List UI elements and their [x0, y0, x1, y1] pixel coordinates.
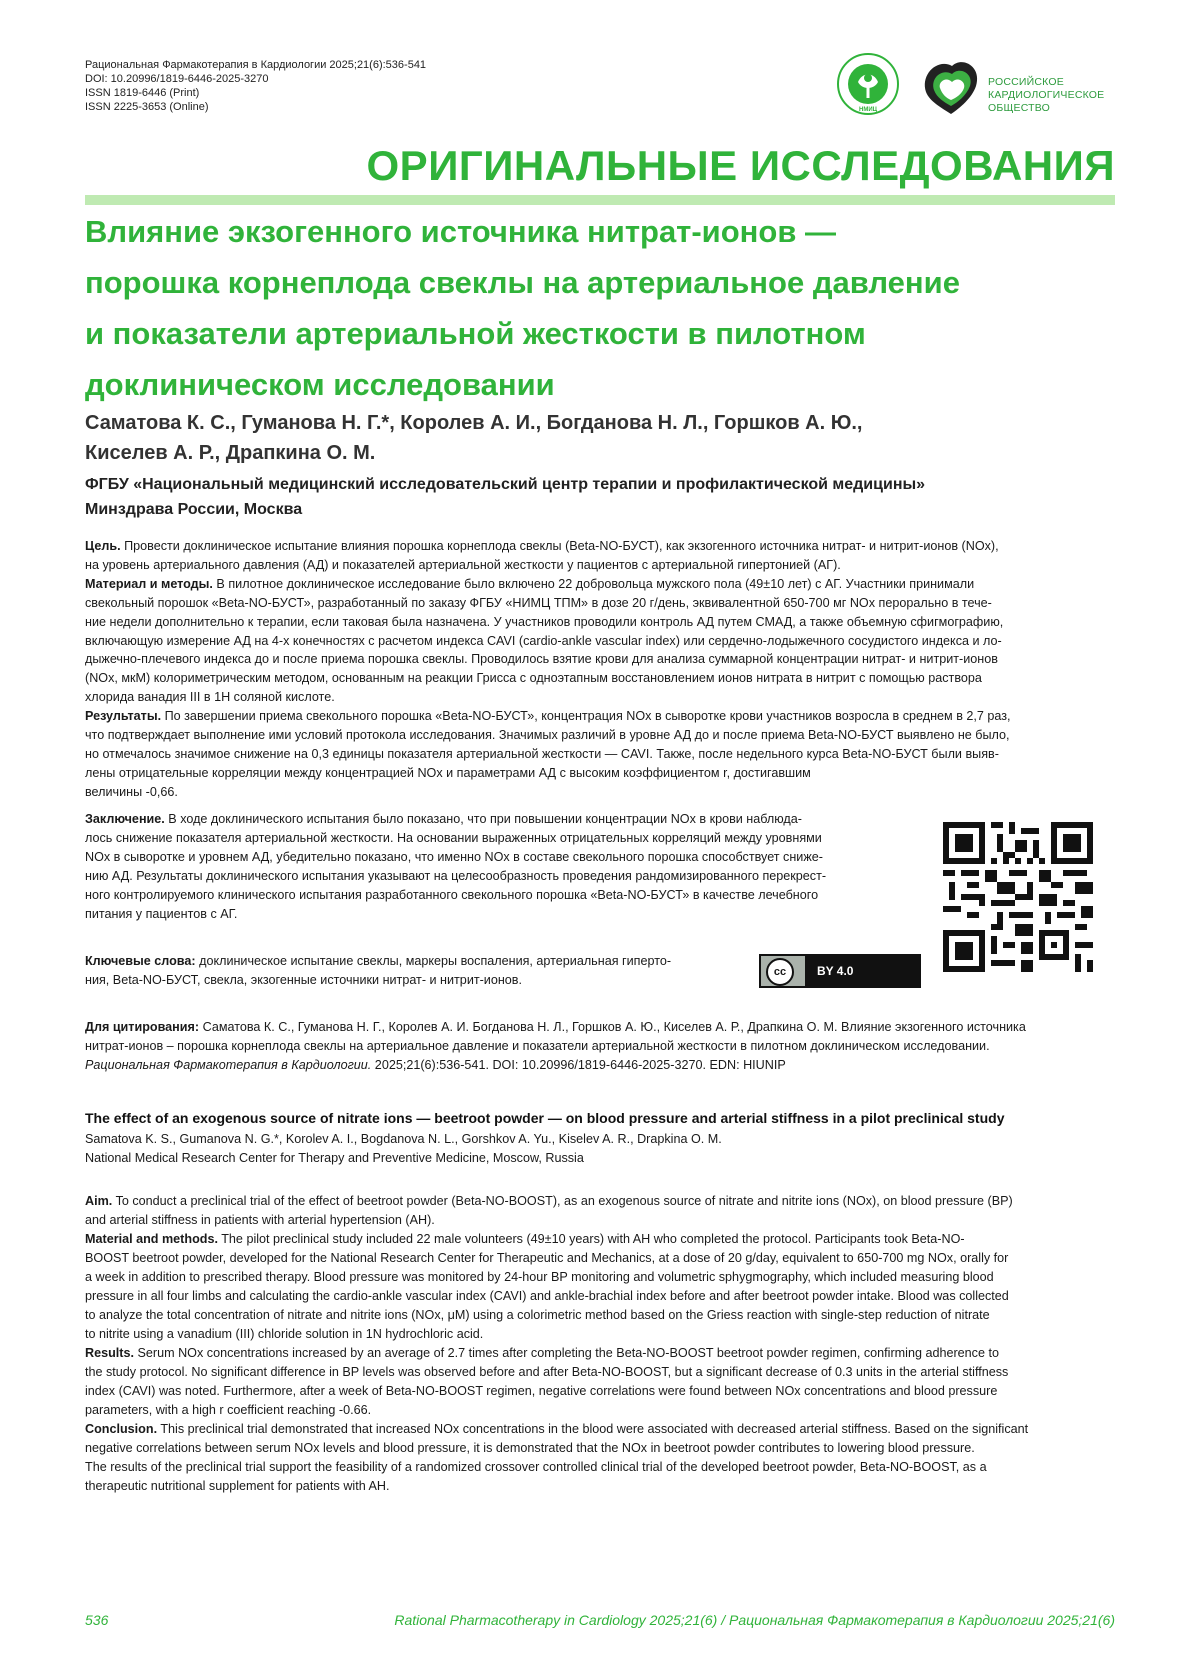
rko-line-1: РОССИЙСКОЕ: [988, 76, 1064, 88]
authors-line: Киселев А. Р., Драпкина О. М.: [85, 442, 376, 464]
affiliation: [85, 472, 1125, 522]
abstract-line: Results. Serum NOx concentrations increased by an average of 2.7 times after completing the Beta-NO-BOOST beetroot powder regimen, confirming adherence to: [85, 1346, 999, 1360]
abstract-line: что подтверждает выполнение ими условий протокола исследования. Значимых различий в уровне АД до и после приема Beta-NO-БУСТ выявлено не было,: [85, 728, 1010, 743]
abstract-line: pressure in all four limbs and calculating the cardio-ankle vascular index (CAVI) and ankle-brachial index before and after beetroot powder intake. Blood was collected: [85, 1289, 1009, 1303]
keywords: [85, 952, 745, 990]
abstract-line: ного контролируемого клинического испытания разработанного свекольного порошка «Beta-NO-БУСТ» в качестве лечебного: [85, 887, 819, 902]
article-title-line: доклиническом исследовании: [85, 367, 555, 402]
abstract-line: питания у пациентов с АГ.: [85, 906, 238, 921]
authors: [85, 408, 1125, 468]
abstract-line: therapeutic nutritional supplement for patients with AH.: [85, 1479, 390, 1493]
abstract-line: Aim. To conduct a preclinical trial of the effect of beetroot powder (Beta-NO-BOOST), as an exogenous source of nitrate and nitrite ions (NOx), on blood pressure (BP): [85, 1194, 1013, 1208]
abstract-line: Результаты. По завершении приема свекольного порошка «Beta-NO-БУСТ», концентрация NOx в сыворотке крови участников возросла в среднем в 2,7 раз,: [85, 709, 1011, 724]
keywords-line: Ключевые слова: доклиническое испытание свеклы, маркеры воспаления, артериальная гиперто-: [85, 954, 672, 968]
abstract-line: The results of the preclinical trial support the feasibility of a randomized crossover controlled clinical trial of the developed beetroot powder, Beta-NO-BOOST, as a: [85, 1460, 987, 1474]
keywords-label: Ключевые слова:: [85, 954, 196, 968]
article-title-line: Влияние экзогенного источника нитрат-ионов —: [85, 214, 837, 249]
abstract-line: на уровень артериального давления (АД) и показателей артериальной жесткости у пациентов с артериальной гипертонией (АГ).: [85, 557, 841, 572]
doi-line: DOI: 10.20996/1819-6446-2025-3270: [85, 73, 269, 85]
section-divider: [85, 195, 1115, 205]
affiliation-line: ФГБУ «Национальный медицинский исследовательский центр терапии и профилактической медицины»: [85, 476, 926, 493]
abstract-line: Material and methods. The pilot preclinical study included 22 male volunteers (49±10 years) with AH who completed the protocol. Participants took Beta-NO-: [85, 1232, 965, 1246]
citation: [85, 1018, 1125, 1075]
citation-line: Рациональная Фармакотерапия в Кардиологии. 2025;21(6):536-541. DOI: 10.20996/1819-6446-2025-3270. EDN: HIUNIP: [85, 1058, 786, 1072]
rko-logo-text: [988, 76, 1104, 115]
affiliation-line: Минздрава России, Москва: [85, 501, 303, 518]
conclusion-label-en: Conclusion.: [85, 1422, 158, 1436]
abstract-line: NOx в сыворотке и уровнем АД, убедительно показано, что именно NOx в составе свекольного порошка способствует сниже-: [85, 849, 823, 864]
abstract-line: свекольный порошок «Beta-NO-БУСТ», разработанный по заказу ФГБУ «НИМЦ ТПМ» в дозе 20 г/день, эквивалентной 650-700 мг NOx перорально в тече-: [85, 595, 992, 610]
abstract-en: [85, 1192, 1125, 1496]
abstract-line: лены отрицательные корреляции между концентрацией NOx и параметрами АД с высоким коэффициентом r, достигавшим: [85, 765, 811, 780]
abstract-line: (NOx, мкМ) колориметрическим методом, основанным на реакции Грисса с одноэтапным восстановлением ионов нитрата в нитрит с помощью раствора: [85, 671, 982, 686]
keywords-line: ния, Beta-NO-БУСТ, свекла, экзогенные источники нитрат- и нитрит-ионов.: [85, 973, 522, 987]
article-title-line: и показатели артериальной жесткости в пилотном: [85, 316, 866, 351]
nicpm-logo-icon: [836, 52, 900, 116]
abstract-line: Материал и методы. В пилотное доклиническое исследование было включено 22 добровольца мужского пола (49±10 лет) с АГ. Участники принимали: [85, 576, 975, 591]
abstract-line: ние недели дополнительно к терапии, если таковая была назначена. У участников проводили контроль АД путем СМАД, а также объемную сфигмографию,: [85, 614, 1004, 629]
abstract-line: parameters, with a high r coefficient reaching -0.66.: [85, 1403, 372, 1417]
article-title-line: порошка корнеплода свеклы на артериальное давление: [85, 265, 960, 300]
page-number: 536: [85, 1612, 109, 1628]
journal-citation-line: Рациональная Фармакотерапия в Кардиологии 2025;21(6):536-541: [85, 59, 427, 71]
issn-online: ISSN 2225-3653 (Online): [85, 101, 209, 113]
rko-line-3: ОБЩЕСТВО: [988, 102, 1050, 114]
issn-print: ISSN 1819-6446 (Print): [85, 87, 200, 99]
abstract-line: нию АД. Результаты доклинического испытания указывают на целесообразность проведения рандомизированного перекрест-: [85, 868, 827, 883]
methods-label-en: Material and methods.: [85, 1232, 218, 1246]
rko-line-2: КАРДИОЛОГИЧЕСКОЕ: [988, 89, 1105, 101]
rko-logo-icon: [918, 52, 984, 118]
cc-license-label: BY 4.0: [805, 956, 919, 986]
citation-journal: Рациональная Фармакотерапия в Кардиологии.: [85, 1058, 372, 1072]
footer-journal: Rational Pharmacotherapy in Cardiology 2025;21(6) / Рациональная Фармакотерапия в Кардиологии 2025;21(6): [394, 1612, 1115, 1628]
abstract-line: величины -0,66.: [85, 784, 178, 799]
results-label: Результаты.: [85, 709, 162, 724]
abstract-line: index (CAVI) was noted. Furthermore, after a week of Beta-NO-BOOST regimen, negative correlations were found between NOx concentrations and blood pressure: [85, 1384, 998, 1398]
aim-label: Цель.: [85, 539, 121, 553]
article-title: [85, 206, 1125, 410]
abstract-line: Conclusion. This preclinical trial demonstrated that increased NOx concentrations in the blood were associated with decreased arterial stiffness. Based on the significant: [85, 1422, 1029, 1436]
abstract-line: но отмечалось значимое снижение на 0,3 единицы показателя артериальной жесткости — CAVI. Также, после недельного курса Beta-NO-БУСТ были выяв-: [85, 746, 999, 761]
header-meta: [85, 58, 426, 114]
authors-line: Саматова К. С., Гуманова Н. Г.*, Королев А. И., Богданова Н. Л., Горшков А. Ю.,: [85, 412, 863, 434]
abstract-line: включающую измерение АД на 4-х конечностях с расчетом индекса CAVI (cardio-ankle vascular index) или сердечно-лодыжечного сосудистого индекса и ло-: [85, 633, 1002, 648]
aim-label-en: Aim.: [85, 1194, 113, 1208]
abstract-line: and arterial stiffness in patients with arterial hypertension (AH).: [85, 1213, 435, 1227]
abstract-ru-conclusion: [85, 810, 905, 923]
nicpm-logo-text: НМИЦ: [858, 107, 878, 113]
cc-by-license-badge[interactable]: [759, 954, 921, 988]
citation-line: Для цитирования: Саматова К. С., Гуманова Н. Г., Королев А. И. Богданова Н. Л., Горшков А. Ю., Киселев А. Р., Драпкина О. М. Влияние экзогенного источника: [85, 1020, 1026, 1034]
abstract-line: лось снижение показателя артериальной жесткости. На основании выраженных отрицательных корреляций между уровнями: [85, 830, 822, 845]
abstract-ru: [85, 537, 1125, 802]
section-title: ОРИГИНАЛЬНЫЕ ИССЛЕДОВАНИЯ: [366, 142, 1115, 189]
qr-code-icon[interactable]: [943, 822, 1093, 972]
citation-label: Для цитирования:: [85, 1020, 200, 1034]
abstract-line: to nitrite using a vanadium (III) chloride solution in 1N hydrochloric acid.: [85, 1327, 484, 1341]
abstract-line: negative correlations between serum NOx levels and blood pressure, it is demonstrated that the NOx in beetroot powder contributes to lowering blood pressure.: [85, 1441, 975, 1455]
methods-label: Материал и методы.: [85, 576, 213, 591]
abstract-line: BOOST beetroot powder, developed for the National Research Center for Therapeutic and Mechanics, at a dose of 20 g/day, equivalent to 650-700 mg NOx, orally for: [85, 1251, 1009, 1265]
english-title: The effect of an exogenous source of nitrate ions — beetroot powder — on blood pressure and arterial stiffness in a pilot preclinical study: [85, 1110, 1005, 1126]
english-authors: Samatova K. S., Gumanova N. G.*, Korolev A. I., Bogdanova N. L., Gorshkov A. Yu., Kiselev A. R., Drapkina O. M.: [85, 1132, 722, 1146]
abstract-line: a week in addition to prescribed therapy. Blood pressure was monitored by 24-hour BP monitoring and volumetric sphygmography, which included measuring blood: [85, 1270, 994, 1284]
conclusion-label: Заключение.: [85, 812, 165, 826]
results-label-en: Results.: [85, 1346, 134, 1360]
abstract-line: дыжечно-плечевого индекса до и после приема порошка свеклы. Проводилось взятие крови для анализа суммарной концентрации нитрат- и нитрит-ионов: [85, 652, 998, 667]
abstract-line: to analyze the total concentration of nitrate and nitrite ions (NOx, μM) using a colorimetric method based on the Griess reaction with single-step reduction of nitrate: [85, 1308, 990, 1322]
cc-icon: cc: [766, 958, 794, 986]
english-affiliation: National Medical Research Center for Therapy and Preventive Medicine, Moscow, Russia: [85, 1151, 584, 1165]
citation-line: нитрат-ионов – порошка корнеплода свеклы на артериальное давление и показатели артериальной жесткости в пилотном доклиническом исследовании.: [85, 1039, 990, 1053]
abstract-line: Заключение. В ходе доклинического испытания было показано, что при повышении концентрации NOx в крови наблюда-: [85, 812, 802, 826]
cc-badge-left: [761, 956, 805, 986]
abstract-line: the study protocol. No significant difference in BP levels was observed before and after Beta-NO-BOOST, but a significant decrease of 0.3 units in the arterial stiffness: [85, 1365, 1009, 1379]
abstract-line: хлорида ванадия III в 1Н соляной кислоте.: [85, 690, 335, 705]
abstract-line: Цель. Провести доклиническое испытание влияния порошка корнеплода свеклы (Beta-NO-БУСТ), как экзогенного источника нитрат- и нитрит-ионов (NOx),: [85, 539, 999, 553]
